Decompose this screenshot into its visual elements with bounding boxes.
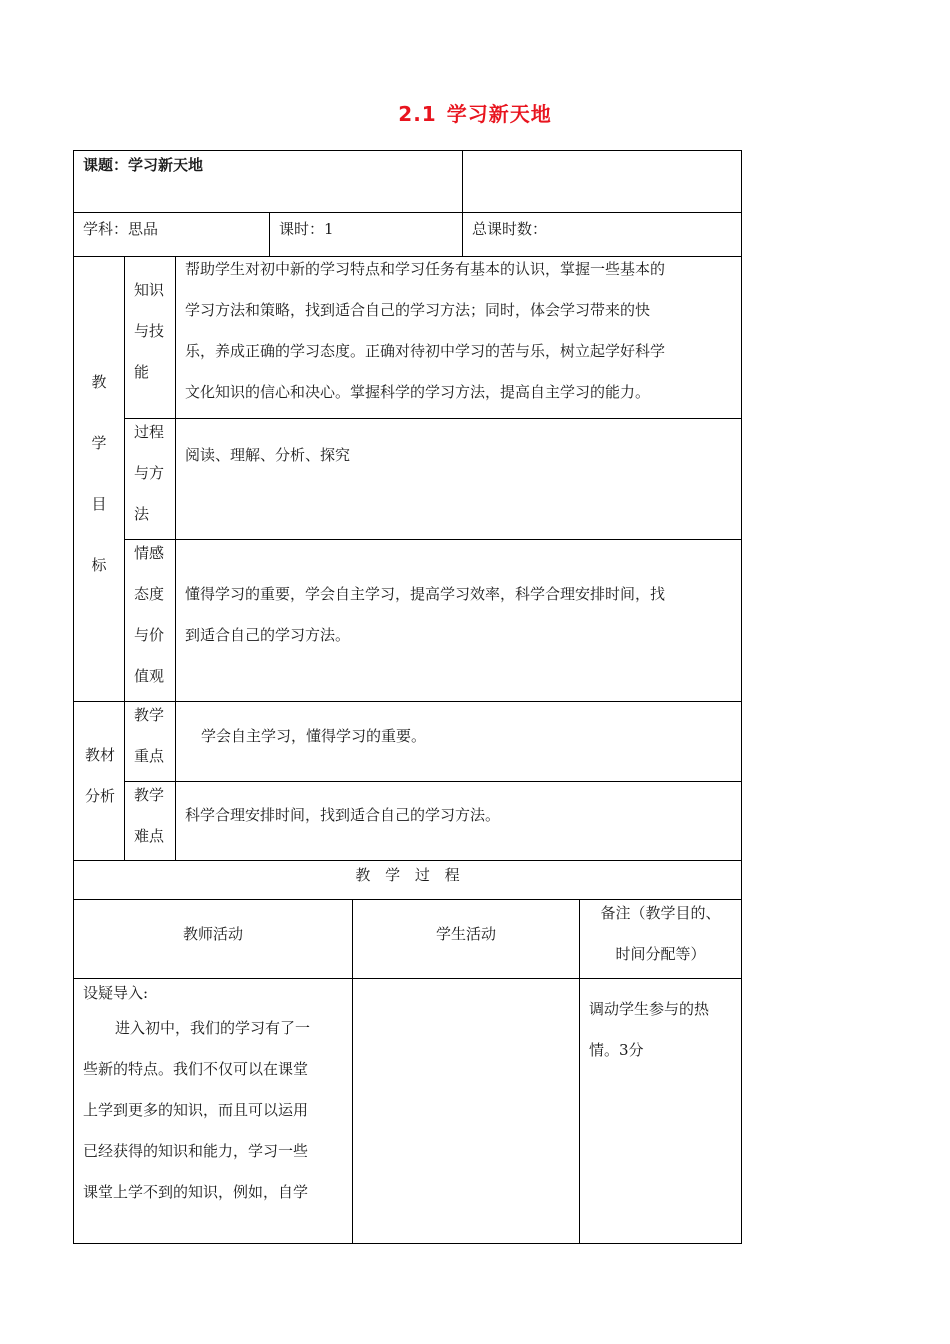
key-point-label: 教学 重点 xyxy=(134,706,165,765)
emotion-values-text: 懂得学习的重要，学会自主学习，提高学习效率，科学合理安排时间，找 到适合自己的学习方法。 xyxy=(185,585,666,644)
student-activity-header: 学生活动 xyxy=(435,925,496,943)
teacher-activity-header: 教师活动 xyxy=(182,925,243,943)
material-analysis-label: 教材 分析 xyxy=(84,746,115,805)
total-periods-cell: 总课时数： xyxy=(472,220,548,238)
notes-header: 备注（教学目的、 时间分配等） xyxy=(600,904,721,963)
title-text: 学习新天地 xyxy=(446,102,552,126)
goals-group-label: 教 学 目 标 xyxy=(91,373,107,574)
intro-text: 进入初中，我们的学习有了一 些新的特点。我们不仅可以在课堂 上学到更多的知识，而且可以运用 已经获得的知识和能力，学习一些 课堂上学不到的知识，例如，自学 xyxy=(83,1019,311,1201)
knowledge-skill-label: 知识 与技 能 xyxy=(134,281,165,381)
key-point-text: 学会自主学习，懂得学习的重要。 xyxy=(201,727,427,745)
intro-label: 设疑导入: xyxy=(83,984,149,1002)
process-method-label: 过程 与方 法 xyxy=(134,423,165,523)
difficulty-text: 科学合理安排时间，找到适合自己的学习方法。 xyxy=(185,806,501,824)
topic-label: 课题：学习新天地 xyxy=(83,156,204,174)
intro-note: 调动学生参与的热 情。3分 xyxy=(589,1000,710,1059)
title-number: 2.1 xyxy=(398,102,437,126)
period-cell: 课时：1 xyxy=(279,220,334,238)
knowledge-skill-text: 帮助学生对初中新的学习特点和学习任务有基本的认识，掌握一些基本的 学习方法和策略，找到适合自己的学习方法；同时，体会学习带来的快 乐，养成正确的学习态度。正确对待初中学习的苦与乐，树立起学好科学 文化知识的信心和决心。掌握科学的学习方法，提高自主学习的能力。 xyxy=(185,260,666,401)
teaching-process-header: 教 学 过 程 xyxy=(355,866,460,884)
process-method-text: 阅读、理解、分析、探究 xyxy=(185,446,351,464)
difficulty-label: 教学 难点 xyxy=(134,786,165,845)
emotion-values-label: 情感 态度 与价 值观 xyxy=(134,544,165,685)
subject-cell: 学科：思品 xyxy=(83,220,159,238)
